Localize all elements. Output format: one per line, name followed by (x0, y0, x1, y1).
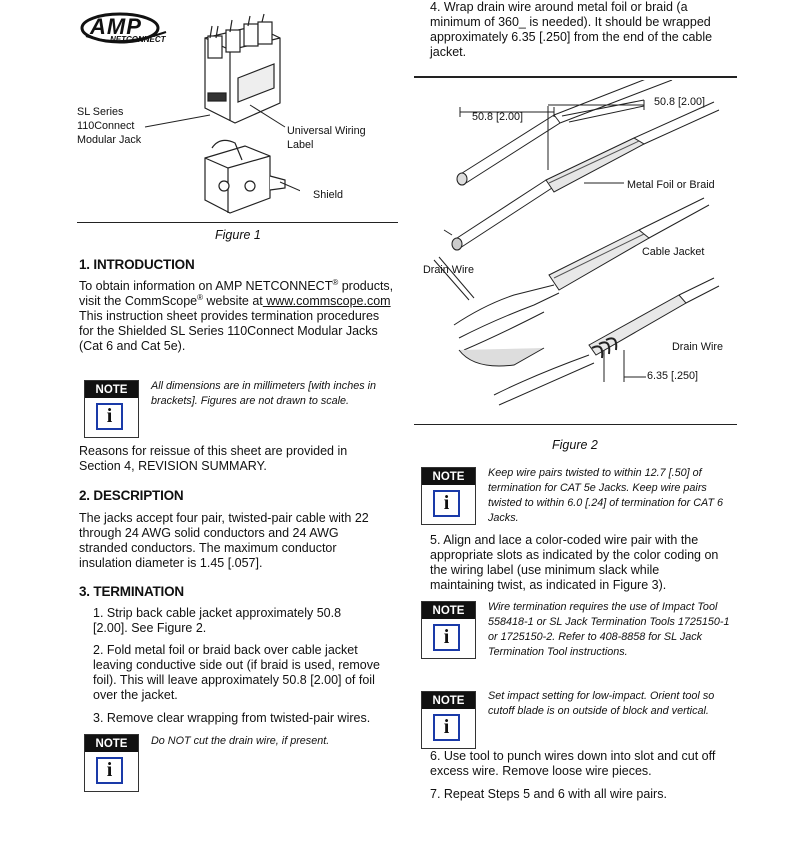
note-impact-setting (488, 689, 714, 719)
step-1 (93, 606, 341, 636)
note-line: Keep wire pairs twisted to within 12.7 [.50] of (488, 467, 702, 479)
info-icon: i (433, 624, 460, 651)
termination-heading: 3. TERMINATION (79, 584, 184, 599)
reissue-line: Reasons for reissue of this sheet are provided in (79, 444, 348, 458)
figure1-caption: Figure 1 (215, 228, 261, 242)
note-label: NOTE (422, 602, 475, 619)
step-line: 4. Wrap drain wire around metal foil or braid (a (430, 0, 688, 14)
step-line: over the jacket. (93, 688, 178, 702)
figure2-caption: Figure 2 (552, 438, 598, 452)
description-line: insulation diameter is 1.45 [.057]. (79, 556, 263, 570)
label-shield: Shield (313, 189, 344, 201)
info-icon: i (433, 714, 460, 741)
text-span: website at (203, 294, 263, 308)
step-line: [2.00]. See Figure 2. (93, 621, 207, 635)
step-line: 1. Strip back cable jacket approximately 50.8 (93, 606, 342, 620)
step-5 (430, 533, 718, 593)
step-2 (93, 643, 380, 703)
note-line: twisted to within 6.0 [.24] of termination for CAT 6 (488, 497, 724, 509)
label-metal-foil: Metal Foil or Braid (627, 179, 715, 191)
label-modular-jack (77, 105, 141, 147)
step-line: approximately 6.35 [.250] from the end of the cable (430, 30, 713, 44)
step-line: foil). This will leave approximately 50.8 [2.00] of foil (93, 673, 375, 687)
figure2-bottom-divider (414, 424, 737, 425)
note-line: Set impact setting for low-impact. Orient tool so (488, 690, 715, 702)
label-line: Modular Jack (77, 134, 142, 146)
note-box (84, 380, 139, 438)
note-label: NOTE (85, 381, 138, 398)
note-termination-tools (488, 600, 730, 660)
note-line: All dimensions are in millimeters [with inches in (151, 380, 377, 392)
logo-sub: NETCONNECT (110, 35, 166, 44)
step-line: excess wire. Remove loose wire pieces. (430, 764, 652, 778)
step-line: leaving conductive side out (if braid is used, remove (93, 658, 380, 672)
dim-label-1: 50.8 [2.00] (472, 111, 524, 123)
note-box (421, 601, 476, 659)
note-label: NOTE (422, 468, 475, 485)
description-line: through 24 AWG solid conductors and 24 AWG (79, 526, 339, 540)
note-line: Termination Tool instructions. (488, 646, 628, 658)
text-span: visit the CommScope (79, 294, 198, 308)
step-3: 3. Remove clear wrapping from twisted-pair wires. (93, 711, 371, 725)
step-line: 5. Align and lace a color-coded wire pair with the (430, 533, 699, 547)
step-line: minimum of 360_ is needed). It should be wrapped (430, 15, 711, 29)
registered-mark: ® (332, 277, 339, 287)
label-line: Label (287, 139, 314, 151)
note-line: Wire termination requires the use of Impact Tool (488, 601, 718, 613)
figure1-leaders (140, 100, 300, 200)
step-line: 2. Fold metal foil or braid back over cable jacket (93, 643, 358, 657)
step-6 (430, 749, 715, 779)
note-box (84, 734, 139, 792)
dim-label-3: 6.35 [.250] (647, 370, 699, 382)
description-heading: 2. DESCRIPTION (79, 488, 184, 503)
label-drain-wire-1: Drain Wire (423, 264, 474, 276)
step-line: appropriate slots as indicated by the color coding on (430, 548, 719, 562)
info-icon: i (96, 403, 123, 430)
step-4 (430, 0, 712, 60)
registered-mark: ® (197, 292, 204, 302)
commscope-link[interactable]: www.commscope.com (262, 294, 391, 308)
logo-brand: AMP (90, 14, 142, 39)
note-drain-wire: Do NOT cut the drain wire, if present. (151, 735, 330, 747)
note-box (421, 691, 476, 749)
intro-line (79, 279, 414, 294)
note-line: or 1725150-2. Refer to 408-8858 for SL Jack (488, 631, 703, 643)
reissue-paragraph (79, 444, 347, 474)
label-line: SL Series (77, 106, 124, 118)
note-dimensions (151, 379, 376, 409)
text-span: To obtain information on AMP NETCONNECT (79, 279, 333, 293)
cable-fanned-drawing (434, 198, 709, 366)
intro-line: (Cat 6 and Cat 5e). (79, 339, 186, 353)
step-line: jacket. (430, 45, 467, 59)
step-line: maintaining twist, as indicated in Figure 3). (430, 578, 667, 592)
note-line: brackets]. Figures are not drawn to scale. (151, 395, 350, 407)
text-span: products, (338, 279, 394, 293)
label-line: 110Connect (77, 120, 135, 132)
info-icon: i (433, 490, 460, 517)
intro-line: This instruction sheet provides termination procedures (79, 309, 380, 323)
description-paragraph (79, 511, 369, 571)
cable-stripped-drawing (457, 80, 672, 185)
note-wire-pairs (488, 466, 723, 526)
note-label: NOTE (85, 735, 138, 752)
label-drain-wire-2: Drain Wire (672, 341, 723, 353)
label-universal-wiring (287, 124, 366, 152)
intro-heading: 1. INTRODUCTION (79, 257, 195, 272)
label-line: Universal Wiring (287, 125, 366, 137)
intro-line: for the Shielded SL Series 110Connect Modular Jacks (79, 324, 378, 338)
step-7: 7. Repeat Steps 5 and 6 with all wire pairs. (430, 787, 667, 801)
reissue-line: Section 4, REVISION SUMMARY. (79, 459, 267, 473)
description-line: stranded conductors. The maximum conductor (79, 541, 337, 555)
intro-line (79, 294, 414, 309)
info-icon: i (96, 757, 123, 784)
label-cable-jacket: Cable Jacket (642, 246, 705, 258)
note-line: cutoff blade is on outside of block and vertical. (488, 705, 709, 717)
intro-paragraph (79, 279, 414, 354)
note-line: termination for CAT 5e Jacks. Keep wire pairs (488, 482, 707, 494)
dim-label-2: 50.8 [2.00] (654, 96, 706, 108)
note-label: NOTE (422, 692, 475, 709)
note-line: 558418-1 or SL Jack Termination Tools 1725150-1 (488, 616, 730, 628)
note-box (421, 467, 476, 525)
figure1-divider (77, 222, 398, 223)
description-line: The jacks accept four pair, twisted-pair cable with 22 (79, 511, 369, 525)
step-line: the wiring label (use minimum slack while (430, 563, 660, 577)
figure2-top-divider (414, 76, 737, 78)
step-line: 6. Use tool to punch wires down into slot and cut off (430, 749, 716, 763)
note-line: Jacks. (488, 512, 519, 524)
